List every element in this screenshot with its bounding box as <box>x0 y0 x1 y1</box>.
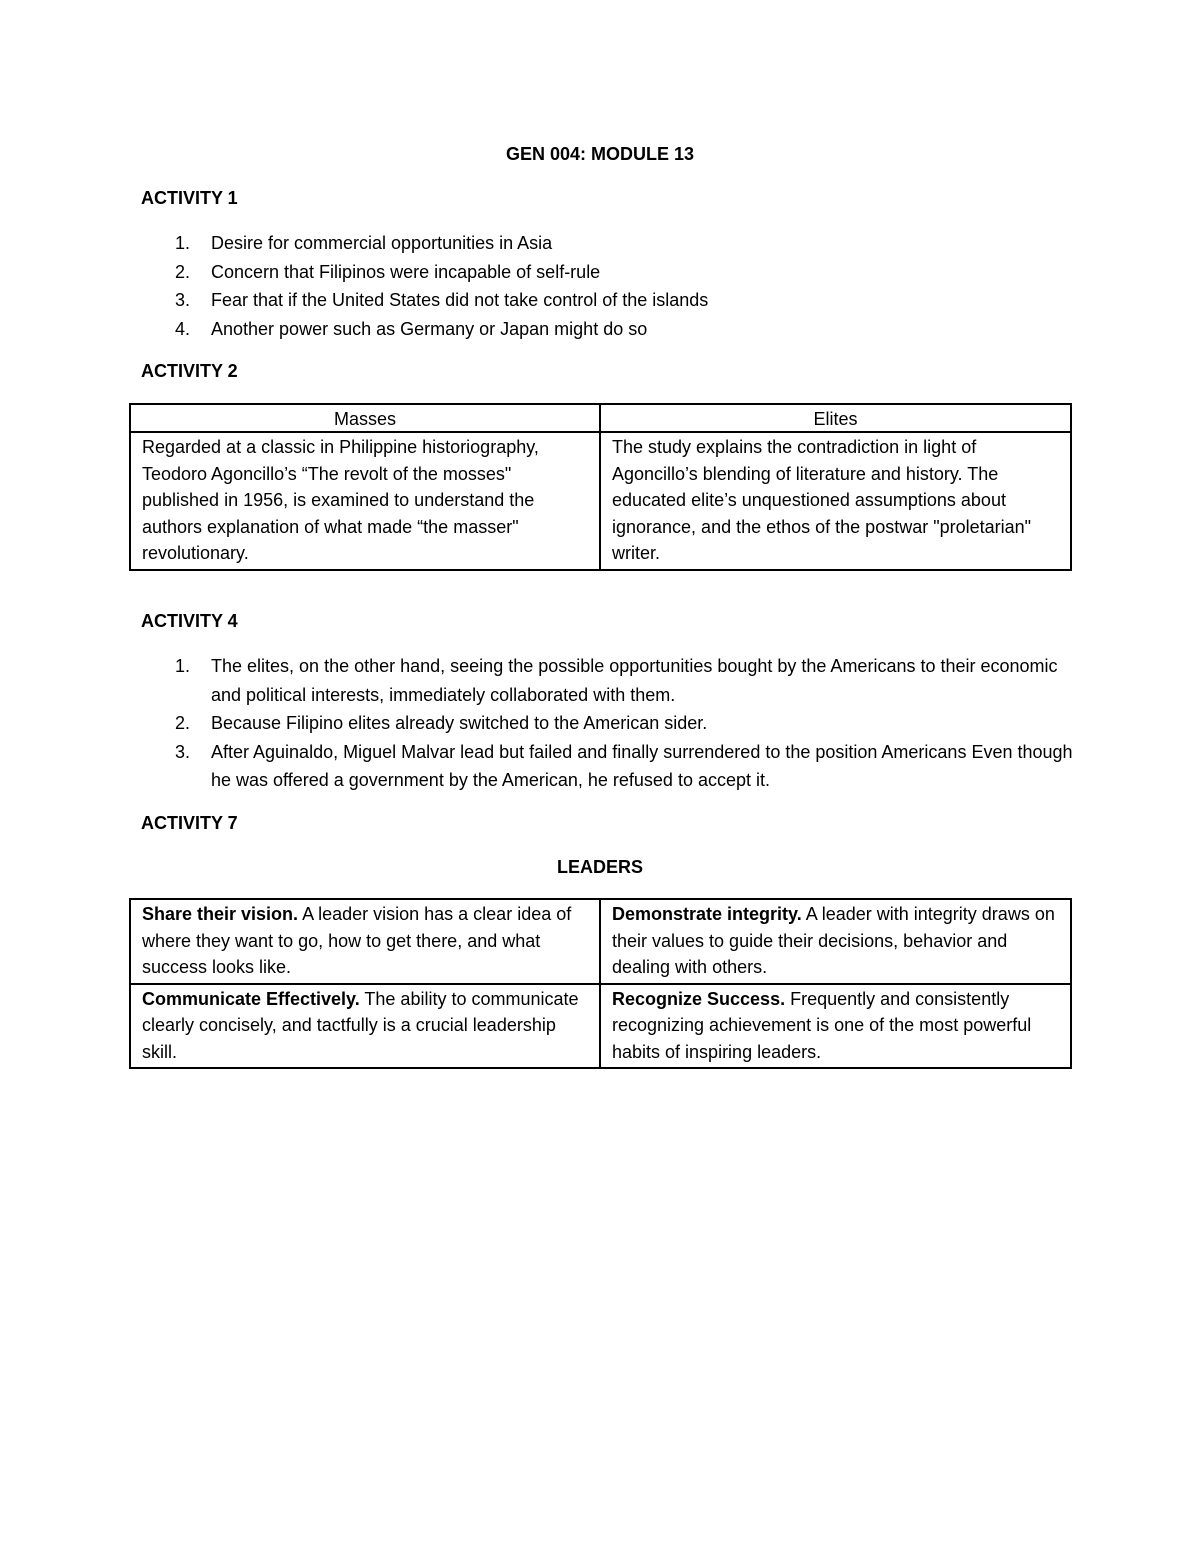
list-item-number: 2. <box>175 713 191 733</box>
list-item-number: 3. <box>175 290 191 310</box>
table-row <box>130 899 1071 984</box>
leader-cell <box>130 899 600 984</box>
list-item <box>141 738 1081 795</box>
activity-1-heading: ACTIVITY 1 <box>141 188 238 208</box>
masses-column-header: Masses <box>130 404 600 432</box>
list-item <box>141 229 1081 258</box>
list-item-number: 3. <box>175 741 191 762</box>
leader-cell-title: Share their vision. <box>142 904 299 924</box>
leader-cell <box>600 984 1071 1069</box>
leader-cell-title: Communicate Effectively. <box>142 988 360 1009</box>
leader-cell <box>600 899 1071 984</box>
activity-2-heading: ACTIVITY 2 <box>141 361 238 381</box>
activity-4-heading: ACTIVITY 4 <box>141 611 238 631</box>
list-item <box>141 286 1081 315</box>
list-item <box>141 315 1081 344</box>
table-row <box>130 432 1071 570</box>
list-item-text: Concern that Filipinos were incapable of self-rule <box>211 261 601 282</box>
list-item-text: Desire for commercial opportunities in Asia <box>211 233 553 253</box>
list-item <box>141 652 1081 709</box>
masses-cell: Regarded at a classic in Philippine historiography, Teodoro Agoncillo’s “The revolt of the mosses" published in 1956, is examined to understand the authors explanation of what made “the masser" revolutionary. <box>130 432 600 570</box>
leader-cell-title: Demonstrate integrity. <box>612 904 802 924</box>
list-item <box>141 258 1081 287</box>
leader-cell <box>130 984 600 1069</box>
table-row <box>130 984 1071 1069</box>
leader-cell-text: A leader with integrity draws on their values to guide their decisions, behavior and dealing with others. <box>612 904 1055 977</box>
list-item-number: 4. <box>175 318 191 339</box>
list-item <box>141 709 1081 738</box>
list-item-text: The elites, on the other hand, seeing the possible opportunities bought by the Americans to their economic and political interests, immediately collaborated with them. <box>211 656 1058 705</box>
masses-elites-table <box>129 403 1072 571</box>
list-item-number: 2. <box>175 261 191 282</box>
elites-column-header: Elites <box>600 404 1071 432</box>
table-header-row <box>130 404 1071 432</box>
leader-cell-text: Frequently and consistently recognizing achievement is one of the most powerful habits of inspiring leaders. <box>612 988 1032 1062</box>
leader-cell-title: Recognize Success. <box>612 988 786 1009</box>
activity-4-list <box>141 652 1081 795</box>
activity-1-list <box>141 229 1081 343</box>
list-item-number: 1. <box>175 656 191 676</box>
leaders-table <box>129 898 1072 1069</box>
list-item-number: 1. <box>175 233 191 253</box>
list-item-text: After Aguinaldo, Miguel Malvar lead but failed and finally surrendered to the position Americans Even though he was offered a government by the American, he refused to accept it. <box>211 741 1073 790</box>
leaders-heading: LEADERS <box>556 857 643 877</box>
document-title: GEN 004: MODULE 13 <box>505 144 695 164</box>
leader-cell-text: The ability to communicate clearly concisely, and tactfully is a crucial leadership skill. <box>142 988 579 1062</box>
list-item-text: Because Filipino elites already switched to the American sider. <box>211 713 708 733</box>
activity-7-heading: ACTIVITY 7 <box>141 813 238 833</box>
list-item-text: Fear that if the United States did not take control of the islands <box>211 290 709 310</box>
leader-cell-text: A leader vision has a clear idea of where they want to go, how to get there, and what success looks like. <box>142 904 572 977</box>
list-item-text: Another power such as Germany or Japan might do so <box>211 318 648 339</box>
elites-cell: The study explains the contradiction in light of Agoncillo’s blending of literature and history. The educated elite’s unquestioned assumptions about ignorance, and the ethos of the postwar "proletarian" writer. <box>600 432 1071 570</box>
